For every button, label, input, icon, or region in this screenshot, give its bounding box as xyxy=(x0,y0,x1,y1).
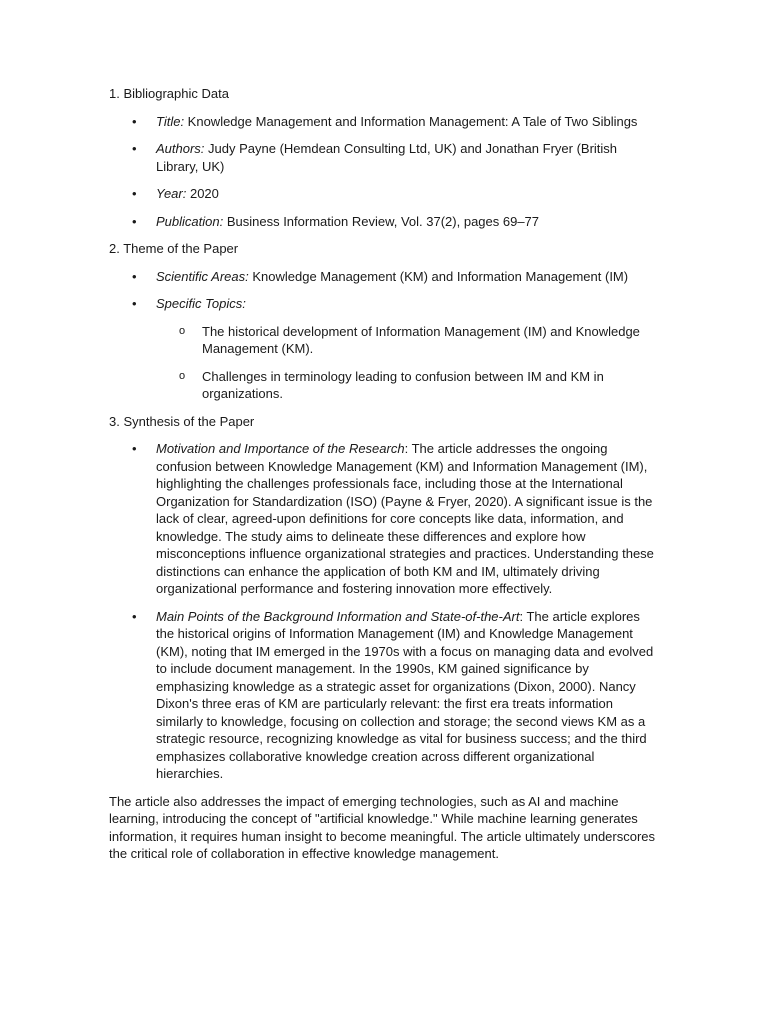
list-item-title xyxy=(156,113,657,131)
item-label: Motivation and Importance of the Research xyxy=(156,441,405,456)
item-label: Main Points of the Background Information and State-of-the-Art xyxy=(156,608,520,624)
item-label: Specific Topics: xyxy=(156,296,246,311)
item-label: Authors: xyxy=(156,141,205,156)
list-item-specific-topics xyxy=(156,295,657,403)
item-label: Title: xyxy=(156,113,185,129)
item-text: : The article explores the historical origins of Information Management (IM) and Knowledge Management (KM), noting that IM emerged in the 1970s with a focus on managing data and evolved to include document management. In the 1990s, KM gained significance by emphasizing knowledge as a strategic asset for organizations (Dixon, 2000). Nancy Dixon's three eras of KM are particularly relevant: the first era treats information similarly to knowledge, focusing on collection and storage; the second views KM as a strategic resource, recognizing knowledge as vital for business success; and the third emphasizes collaborative knowledge creation across different organizational hierarchies. xyxy=(156,608,654,781)
list-item-publication xyxy=(156,213,657,231)
list-item-year xyxy=(156,185,657,203)
item-text: Business Information Review, Vol. 37(2), pages 69–77 xyxy=(223,213,540,229)
list-item-scientific-areas xyxy=(156,268,657,286)
theme-list xyxy=(109,268,657,403)
topics-sublist xyxy=(156,323,657,403)
item-text: Knowledge Management and Information Management: A Tale of Two Siblings xyxy=(184,113,638,129)
item-text: 2020 xyxy=(186,186,219,201)
list-item-motivation xyxy=(156,440,657,598)
item-label: Year: xyxy=(156,186,187,201)
item-text: Judy Payne (Hemdean Consulting Ltd, UK) and Jonathan Fryer (British Library, UK) xyxy=(156,141,618,174)
list-item-authors xyxy=(156,140,657,175)
list-item-background xyxy=(156,608,657,783)
item-text: Knowledge Management (KM) and Information Management (IM) xyxy=(248,268,629,284)
sublist-item: o Challenges in terminology leading to confusion between IM and KM in organizations. xyxy=(202,368,657,403)
section-heading-theme: 2. Theme of the Paper xyxy=(109,241,239,256)
bibliographic-list xyxy=(109,113,657,231)
closing-paragraph: The article also addresses the impact of emerging technologies, such as AI and machine learning, introducing the concept of "artificial knowledge." While machine learning generates information, it requires human insight to become meaningful. The article ultimately underscores the critical role of collaboration in effective knowledge management. xyxy=(109,793,656,861)
document-body xyxy=(109,85,657,863)
item-text: : The article addresses the ongoing confusion between Knowledge Management (KM) and Information Management (IM), highlighting the challenges professionals face, including those at the International Organization for Standardization (ISO) (Payne & Fryer, 2020). A significant issue is the lack of clear, agreed-upon definitions for core concepts like data, information, and knowledge. The study aims to delineate these differences and explore how misconceptions influence organizational strategies and practices. Understanding these distinctions can enhance the application of both KM and IM, ultimately driving organizational performance and fostering innovation more effectively. xyxy=(156,441,654,596)
item-label: Publication: xyxy=(156,213,224,229)
synthesis-list xyxy=(109,440,657,783)
item-label: Scientific Areas: xyxy=(156,268,249,284)
sublist-item: o The historical development of Information Management (IM) and Knowledge Management (KM). xyxy=(202,323,657,358)
section-heading-synthesis: 3. Synthesis of the Paper xyxy=(109,413,255,429)
section-heading-bibliographic: 1. Bibliographic Data xyxy=(109,86,229,101)
